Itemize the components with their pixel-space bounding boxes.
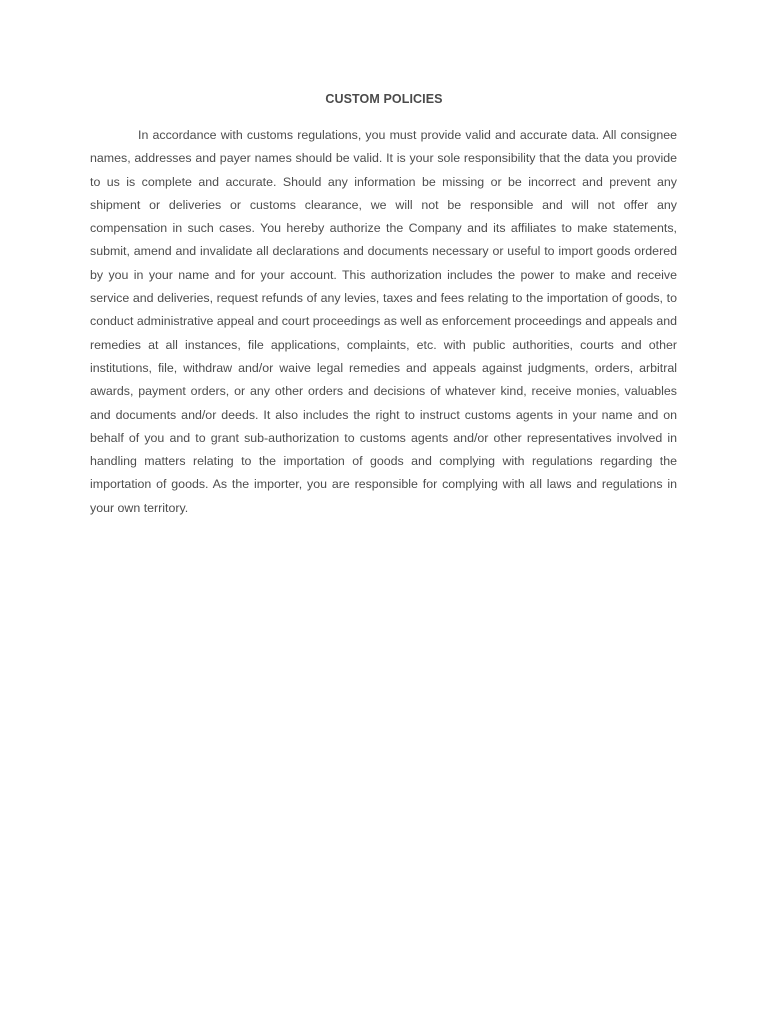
policy-paragraph: In accordance with customs regulations, you must provide valid and accurate data. All consignee names, addresses and payer names should be valid. It is your sole responsibility that the data you provide to us is complete and accurate. Should any information be missing or be incorrect and prevent any shipment or deliveries or customs clearance, we will not be responsible and will not offer any compensation in such cases. You hereby authorize the Company and its affiliates to make statements, submit, amend and invalidate all declarations and documents necessary or useful to import goods ordered by you in your name and for your account. This authorization includes the power to make and receive service and deliveries, request refunds of any levies, taxes and fees relating to the importation of goods, to conduct administrative appeal and court proceedings as well as enforcement proceedings and appeals and remedies at all instances, file applications, complaints, etc. with public authorities, courts and other institutions, file, withdraw and/or waive legal remedies and appeals against judgments, orders, arbitral awards, payment orders, or any other orders and decisions of whatever kind, receive monies, valuables and documents and/or deeds. It also includes the right to instruct customs agents in your name and on behalf of you and to grant sub-authorization to customs agents and/or other representatives involved in handling matters relating to the importation of goods and complying with regulations regarding the importation of goods. As the importer, you are responsible for complying with all laws and regulations in your own territory. — [90, 128, 677, 515]
document-title: CUSTOM POLICIES — [325, 92, 443, 106]
